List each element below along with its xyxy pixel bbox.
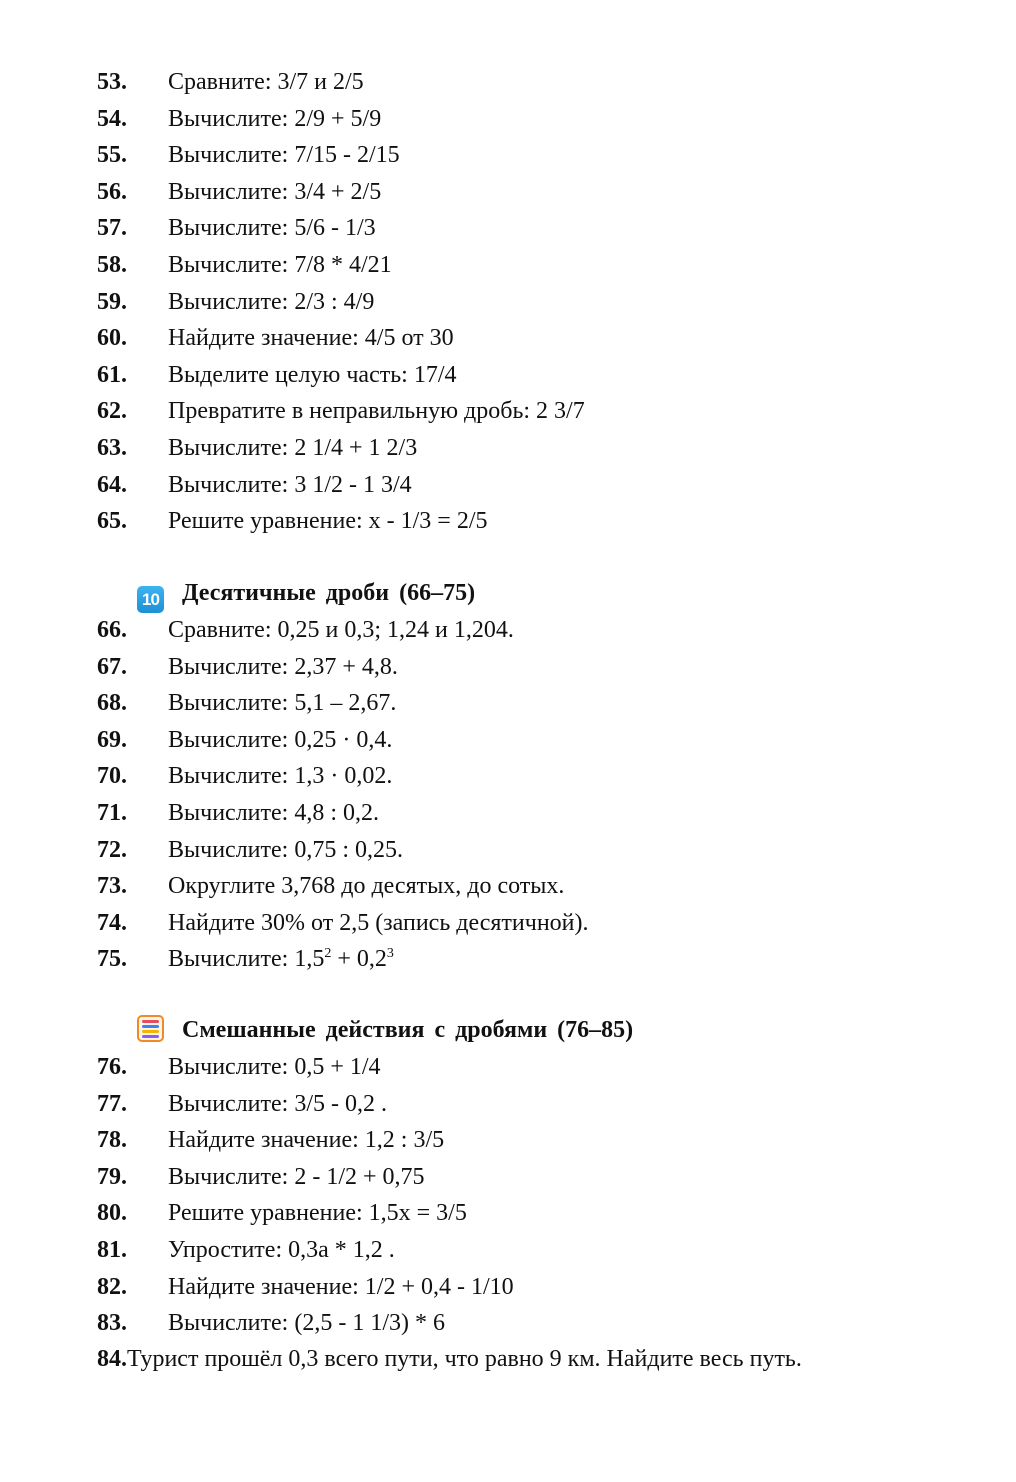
exercise-text: Вычислите: 5,1 – 2,67. xyxy=(168,690,397,717)
exercise-text: Округлите 3,768 до десятых, до сотых. xyxy=(168,873,565,900)
expression-part: + 0,2 xyxy=(331,946,387,973)
section-heading-mixed xyxy=(137,1012,633,1049)
exercise-item xyxy=(0,1195,1016,1232)
exercise-number: 58. xyxy=(97,251,127,278)
exercise-text xyxy=(168,941,394,978)
exercise-number: 57. xyxy=(97,215,127,242)
exercise-text: Сравните: 0,25 и 0,3; 1,24 и 1,204. xyxy=(168,617,514,643)
exercise-text: Вычислите: 2 1/4 + 1 2/3 xyxy=(168,434,418,461)
exercise-number: 78. xyxy=(97,1127,127,1154)
exercise-item xyxy=(0,832,1016,869)
exercise-text: Вычислите: 0,5 + 1/4 xyxy=(168,1054,381,1080)
exercise-list-fractions xyxy=(0,64,1016,540)
exercise-text: Вычислите: 2 - 1/2 + 0,75 xyxy=(168,1163,425,1190)
exercise-number: 80. xyxy=(97,1200,127,1227)
exercise-number: 56. xyxy=(97,178,127,205)
exercise-item xyxy=(0,430,1016,467)
exercise-item xyxy=(0,1122,1016,1159)
exercise-number: 54. xyxy=(97,105,127,132)
exercise-number: 77. xyxy=(97,1090,127,1117)
exercise-text: Вычислите: 5/6 - 1/3 xyxy=(168,215,376,242)
exercise-item xyxy=(0,905,1016,942)
exercise-number: 61. xyxy=(97,361,127,388)
exercise-item xyxy=(0,941,1016,978)
exercise-text: Решите уравнение: 1,5x = 3/5 xyxy=(168,1200,467,1227)
exercise-number: 71. xyxy=(97,799,127,826)
exercise-item xyxy=(0,137,1016,174)
exercise-number: 63. xyxy=(97,434,127,461)
exercise-item xyxy=(0,320,1016,357)
exercise-item xyxy=(0,722,1016,759)
exercise-item xyxy=(0,685,1016,722)
exercise-text: Упростите: 0,3a * 1,2 . xyxy=(168,1236,395,1263)
exercise-number: 69. xyxy=(97,726,127,753)
section-title: Смешанные действия с дробями (76–85) xyxy=(182,1017,634,1043)
exercise-item xyxy=(0,393,1016,430)
exercise-number: 74. xyxy=(97,909,127,936)
exercise-number: 68. xyxy=(97,690,127,717)
exercise-text: Вычислите: 0,75 : 0,25. xyxy=(168,836,403,863)
exercise-item xyxy=(0,1269,1016,1306)
exercise-text: Найдите значение: 1/2 + 0,4 - 1/10 xyxy=(168,1273,514,1300)
exercise-text: Вычислите: (2,5 - 1 1/3) * 6 xyxy=(168,1310,445,1337)
exercise-number: 60. xyxy=(97,325,127,352)
exercise-item xyxy=(0,284,1016,321)
exercise-item xyxy=(0,174,1016,211)
exercise-text: Вычислите: 7/15 - 2/15 xyxy=(168,142,400,169)
exercise-number: 62. xyxy=(97,398,127,425)
exercise-item xyxy=(0,795,1016,832)
exercise-text: Найдите значение: 4/5 от 30 xyxy=(168,325,454,352)
exercise-item xyxy=(0,649,1016,686)
exercise-number: 75. xyxy=(97,946,127,973)
exercise-number: 84. xyxy=(97,1346,127,1372)
exponent: 2 xyxy=(324,946,332,962)
exercise-text: Сравните: 3/7 и 2/5 xyxy=(168,69,364,95)
exercise-item xyxy=(0,503,1016,540)
exercise-list-mixed xyxy=(0,1049,1016,1342)
exercise-number: 81. xyxy=(97,1236,127,1263)
exercise-item xyxy=(97,1341,802,1378)
exercise-text: Вычислите: 2/9 + 5/9 xyxy=(168,105,382,132)
exercise-text: Превратите в неправильную дробь: 2 3/7 xyxy=(168,398,585,425)
keycap-10-icon: 10 xyxy=(137,586,164,613)
exercise-text: Вычислите: 3/5 - 0,2 . xyxy=(168,1090,387,1117)
exercise-number: 70. xyxy=(97,763,127,790)
exercise-text: Вычислите: 2/3 : 4/9 xyxy=(168,288,375,315)
exercise-text: Решите уравнение: x - 1/3 = 2/5 xyxy=(168,508,488,535)
exercise-item xyxy=(0,1305,1016,1342)
exercise-text: Вычислите: 2,37 + 4,8. xyxy=(168,653,398,680)
exercise-number: 65. xyxy=(97,508,127,535)
exercise-item xyxy=(0,1049,1016,1086)
exercise-item xyxy=(0,1086,1016,1123)
exercise-item xyxy=(0,210,1016,247)
exercise-number: 66. xyxy=(97,617,127,643)
exercise-number: 67. xyxy=(97,653,127,680)
exercise-text: Вычислите: 3/4 + 2/5 xyxy=(168,178,382,205)
exercise-item xyxy=(0,357,1016,394)
exercise-item xyxy=(0,1159,1016,1196)
exercise-text: Вычислите: 0,25 · 0,4. xyxy=(168,726,393,753)
exercise-number: 83. xyxy=(97,1310,127,1337)
exercise-item xyxy=(0,1232,1016,1269)
exercise-number: 76. xyxy=(97,1054,127,1080)
section-heading-decimals xyxy=(137,575,475,612)
exercise-number: 55. xyxy=(97,142,127,169)
exercise-number: 59. xyxy=(97,288,127,315)
exercise-number: 82. xyxy=(97,1273,127,1300)
abacus-icon xyxy=(137,1015,164,1042)
exercise-item xyxy=(0,467,1016,504)
expression-part: Вычислите: 1,5 xyxy=(168,946,325,973)
exercise-text: Вычислите: 4,8 : 0,2. xyxy=(168,799,379,826)
exercise-number: 64. xyxy=(97,471,127,498)
exercise-text: Найдите значение: 1,2 : 3/5 xyxy=(168,1127,445,1154)
exponent: 3 xyxy=(386,946,394,962)
exercise-number: 53. xyxy=(97,69,127,95)
exercise-text: Вычислите: 7/8 * 4/21 xyxy=(168,251,392,278)
exercise-text: Выделите целую часть: 17/4 xyxy=(168,361,457,388)
exercise-item xyxy=(0,612,1016,649)
exercise-text: Вычислите: 1,3 · 0,02. xyxy=(168,763,393,790)
exercise-text: Вычислите: 3 1/2 - 1 3/4 xyxy=(168,471,412,498)
exercise-list-decimals xyxy=(0,612,1016,978)
exercise-number: 79. xyxy=(97,1163,127,1190)
exercise-item xyxy=(0,101,1016,138)
exercise-text: Турист прошёл 0,3 всего пути, что равно 9 км. Найдите весь путь. xyxy=(127,1346,802,1372)
exercise-item xyxy=(0,247,1016,284)
exercise-item xyxy=(0,64,1016,101)
exercise-item xyxy=(0,868,1016,905)
exercise-item xyxy=(0,758,1016,795)
exercise-number: 72. xyxy=(97,836,127,863)
section-title: Десятичные дроби (66–75) xyxy=(182,580,476,606)
exercise-number: 73. xyxy=(97,873,127,900)
exercise-text: Найдите 30% от 2,5 (запись десятичной). xyxy=(168,909,589,936)
